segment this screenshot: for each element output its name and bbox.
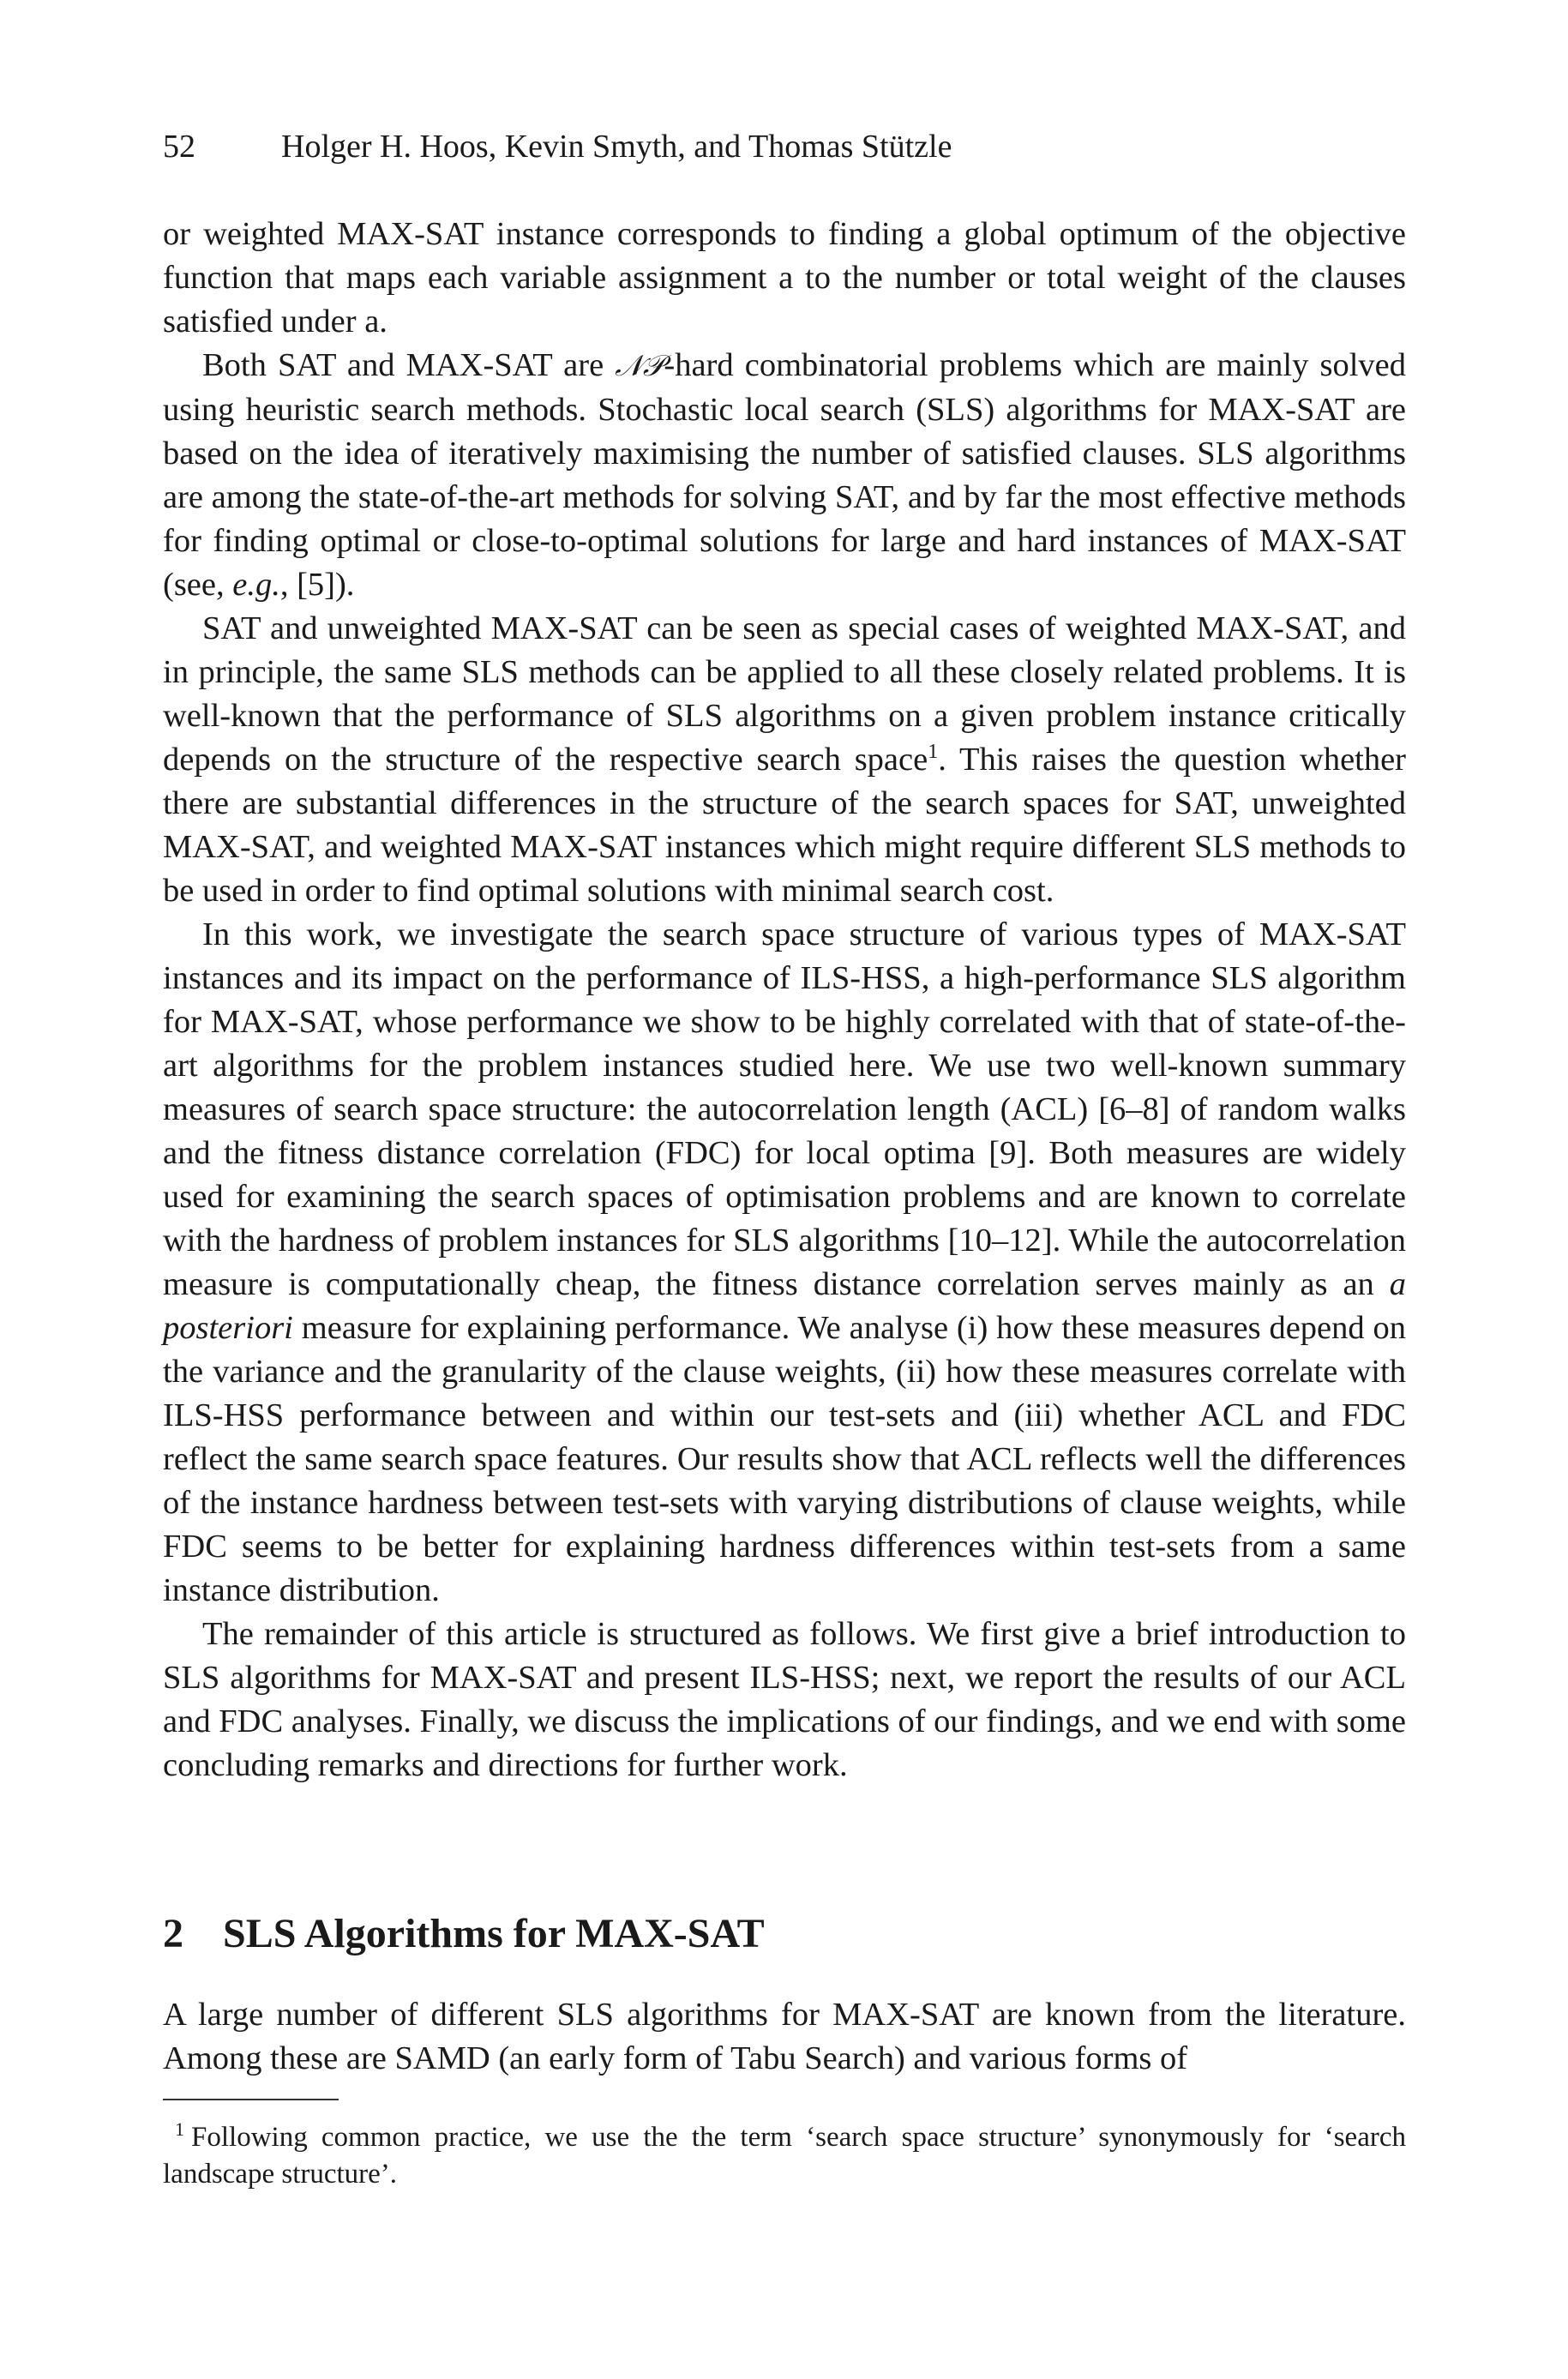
paragraph-this-work <box>163 913 1406 1613</box>
text-span: , [5]). <box>279 567 355 603</box>
footnote <box>163 2111 1406 2193</box>
text-span: -hard combinatorial problems which are mainly solved using heuristic search methods. Stochastic local search (SLS) algorithms for MAX-SAT are based on the idea of iteratively maximising the number of satisfied clauses. SLS algorithms are among the state-of-the-art methods for solving SAT, and by far the most effective methods for finding optimal or close-to-optimal solutions for large and hard instances of MAX-SAT (see, <box>163 347 1406 603</box>
text-span: . This raises the question whether there are substantial differences in the structure of the search spaces for SAT, unweighted MAX-SAT, and weighted MAX-SAT instances which might require different SLS methods to be used in order to find optimal solutions with minimal search cost. <box>163 742 1407 909</box>
author-line: Holger H. Hoos, Kevin Smyth, and Thomas Stützle <box>281 129 952 165</box>
text-italic: e.g. <box>232 567 280 603</box>
section-text <box>163 1993 1406 2081</box>
text-span: measure for explaining performance. We analyse (i) how these measures depend on the variance and the granularity of the clause weights, (ii) how these measures correlate with ILS-HSS performance between and within our test-sets and (iii) whether ACL and FDC reflect the same search space features. Our results show that ACL reflects well the differences of the instance hardness between test-sets with varying distributions of clause weights, while FDC seems to be better for explaining hardness differences within test-sets from a same instance distribution. <box>163 1310 1406 1608</box>
footnote-text: Following common practice, we use the the term ‘search space structure’ synonymously for ‘search landscape structure’. <box>163 2122 1406 2190</box>
footnote-rule <box>163 2099 339 2100</box>
text-span: In this work, we investigate the search space structure of various types of MAX-SAT instances and its impact on the performance of ILS-HSS, a high-performance SLS algorithm for MAX-SAT, whose performance we show to be highly correlated with that of state-of-the-art algorithms for the problem instances studied here. We use two well-known summary measures of search space structure: the autocorrelation length (ACL) [6–8] of random walks and the fitness distance correlation (FDC) for local optima [9]. Both measures are widely used for examining the search spaces of optimisation problems and are known to correlate with the hardness of problem instances for SLS algorithms [10–12]. While the autocorrelation measure is computationally cheap, the fitness distance correlation serves mainly as an <box>163 916 1406 1302</box>
paragraph-text: or weighted MAX-SAT instance corresponds to finding a global optimum of the objective function that maps each variable assignment a to the number or total weight of the clauses satisfied under a. <box>163 216 1406 339</box>
running-head <box>163 127 952 166</box>
paragraph-remainder <box>163 1613 1406 1787</box>
section-number: 2 <box>163 1911 183 1956</box>
paragraph-np-hard <box>163 344 1406 607</box>
np-symbol: 𝒩𝒫 <box>615 349 664 383</box>
footnote-reference[interactable]: 1 <box>928 741 939 763</box>
page-number: 52 <box>163 129 195 165</box>
paragraph-continuation <box>163 213 1406 344</box>
text-span: SAT and unweighted MAX-SAT can be seen as special cases of weighted MAX-SAT, and in principle, the same SLS methods can be applied to all these closely related problems. It is well-known that the performance of SLS algorithms on a given problem instance critically depends on the structure of the respective search space <box>163 610 1406 778</box>
paragraph-special-cases <box>163 607 1406 913</box>
body-text <box>163 213 1406 1787</box>
paragraph-text: The remainder of this article is structured as follows. We first give a brief introduction to SLS algorithms for MAX-SAT and present ILS-HSS; next, we report the results of our ACL and FDC analyses. Finally, we discuss the implications of our findings, and we end with some concluding remarks and directions for further work. <box>163 1616 1406 1783</box>
text-italic: a posteriori <box>163 1266 1406 1346</box>
paragraph-text: A large number of different SLS algorithms for MAX-SAT are known from the literature. Among these are SAMD (an early form of Tabu Search) and various forms of <box>163 1997 1406 2076</box>
section-heading <box>163 1910 765 1958</box>
footnote-mark: 1 <box>175 2118 184 2140</box>
section-title: SLS Algorithms for MAX-SAT <box>223 1911 765 1956</box>
text-span: Both SAT and MAX-SAT are <box>202 347 616 383</box>
